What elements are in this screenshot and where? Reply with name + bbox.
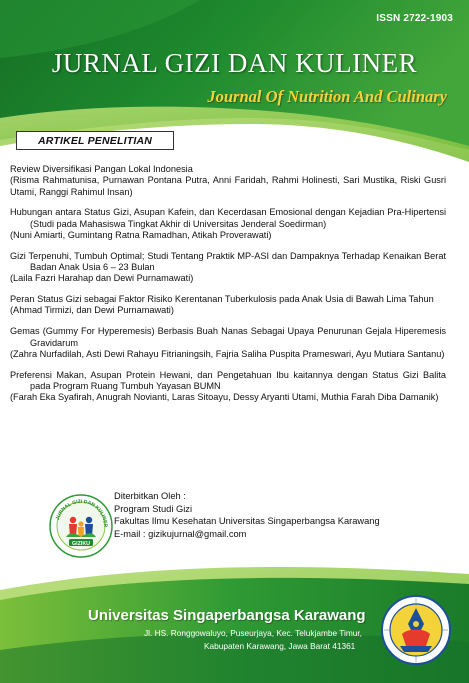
article-authors: (Nuni Amiarti, Gumintang Ratna Ramadhan, Atikah Proverawati) (10, 229, 272, 240)
university-name: Universitas Singaperbangsa Karawang (88, 607, 366, 624)
university-address-line2: Kabupaten Karawang, Jawa Barat 41361 (204, 641, 356, 651)
article-item (10, 164, 446, 198)
article-title: Gizi Terpenuhi, Tumbuh Optimal; Studi Tentang Praktik MP-ASI dan Dampaknya Terhadap Kenaikan Berat Badan Anak Usia 6 – 23 Bulan (10, 250, 446, 273)
publisher-faculty: Fakultas Ilmu Kesehatan Universitas Singaperbangsa Karawang (114, 516, 380, 527)
article-title: Review Diversifikasi Pangan Lokal Indonesia (10, 164, 193, 174)
giziku-logo-icon (48, 493, 114, 559)
publisher-email[interactable]: E-mail : gizikujurnal@gmail.com (114, 528, 247, 539)
article-authors: (Laila Fazri Harahap dan Dewi Purnamawati) (10, 273, 194, 284)
university-seal-icon (380, 594, 452, 666)
article-authors: (Farah Eka Syafirah, Anugrah Novianti, Laras Sitoayu, Dessy Aryanti Utami, Muthia Farah Diba Damanik) (10, 392, 439, 403)
article-item (10, 294, 446, 317)
article-item (10, 370, 446, 404)
journal-title: JURNAL GIZI DAN KULINER (51, 48, 418, 78)
article-authors: (Risma Rahmatunisa, Purnawan Pontana Putra, Anni Faridah, Rahmi Holinesti, Sari Mustika, Riski Gusri Utami, Ranggi Rahimul Insan) (10, 175, 446, 197)
journal-subtitle: Journal Of Nutrition And Culinary (207, 87, 447, 106)
article-item (10, 326, 446, 360)
article-list (10, 164, 446, 413)
article-item (10, 251, 446, 285)
section-label: ARTIKEL PENELITIAN (37, 134, 153, 147)
publisher-program: Program Studi Gizi (114, 503, 193, 514)
svg-text:GIZIKU: GIZIKU (72, 540, 90, 547)
publisher-info (114, 490, 380, 540)
section-label-box (16, 131, 174, 150)
article-authors: (Zahra Nurfadilah, Asti Dewi Rahayu Fitrianingsih, Fajria Saliha Puspita Prameswari, Ayu Mutiara Santanu) (10, 348, 445, 359)
svg-text:JURNAL GIZI DAN KULINER: JURNAL GIZI DAN KULINER (54, 498, 109, 528)
article-title: Preferensi Makan, Asupan Protein Hewani, dan Pengetahuan Ibu kaitannya dengan Status Gizi Balita pada Program Ruang Tumbuh Yayasan BUMN (10, 369, 446, 391)
article-authors: (Ahmad Tirmizi, dan Dewi Purnamawati) (10, 305, 174, 316)
article-item (10, 207, 446, 241)
publisher-heading: Diterbitkan Oleh : (114, 491, 186, 501)
publisher-block (48, 490, 378, 562)
university-address-line1: Jl. HS. Ronggowaluyo, Puseurjaya, Kec. Telukjambe Timur, (144, 628, 362, 638)
article-title: Peran Status Gizi sebagai Faktor Risiko Kerentanan Tuberkulosis pada Anak Usia di Bawah Lima Tahun (10, 294, 434, 305)
article-title: Gemas (Gummy For Hyperemesis) Berbasis Buah Nanas Sebagai Upaya Penurunan Gejala Hiperemesis Gravidarum (10, 326, 446, 348)
issn-number: ISSN 2722-1903 (376, 13, 453, 24)
article-title: Hubungan antara Status Gizi, Asupan Kafein, dan Kecerdasan Emosional dengan Kejadian Pra-Hipertensi (Studi pada Mahasiswa Tingkat Akhir di Universitas Jenderal Soedirman) (10, 207, 446, 229)
